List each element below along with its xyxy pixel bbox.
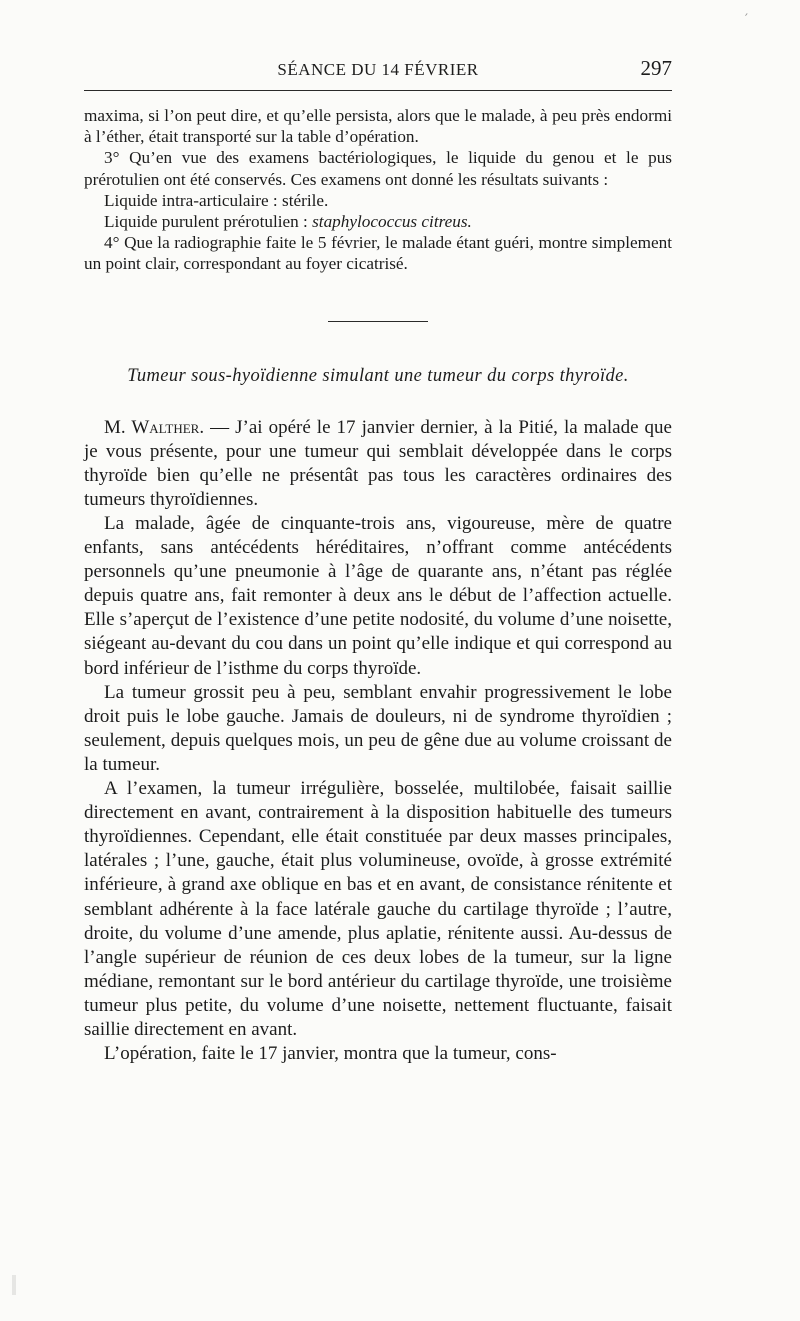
body-paragraph-3: La tumeur grossit peu à peu, semblant envahir progressivement le lobe droit puis le lobe gauche. Jamais de douleurs, ni de syndrome thyroïdien ; seulement, depuis quelques mois, un peu de gêne due au volume croissant de la tumeur.	[84, 681, 672, 775]
body-paragraph-5: L’opération, faite le 17 janvier, montra que la tumeur, cons-	[104, 1043, 557, 1065]
body-paragraph-4: A l’examen, la tumeur irrégulière, bosselée, multilobée, faisait saillie directement en avant, contrairement à la disposition habituelle des tumeurs thyroïdiennes. Cependant, elle était constituée par deux masses principales, latérales ; l’une, gauche, était plus volumineuse, ovoïde, à grosse extrémité inférieure, à grand axe oblique en bas et en avant, de consistance rénitente et semblant adhérente à la face latérale gauche du cartilage thyroïde ; l’autre, droite, du volume d’une amende, plus aplatie, rénitente aussi. Au-dessus de l’angle supérieur de réunion de ces deux lobes de la tumeur, sur la ligne médiane, remontant sur le bord antérieur du cartilage thyroïde, une troisième tumeur plus petite, du volume d’une noisette, nettement fluctuante, faisait saillie directement en avant.	[84, 778, 672, 1040]
page-number: 297	[640, 56, 672, 80]
section-body	[84, 416, 672, 1067]
continuation-paragraph-2: 3° Qu’en vue des examens bactériologiques, le liquide du genou et le pus prérotulien ont été conservés. Ces examens ont donné les résultats suivants :	[84, 148, 672, 189]
continuation-text	[84, 105, 672, 275]
culture-label: Liquide purulent prérotulien :	[104, 212, 313, 232]
continuation-paragraph-5: 4° Que la radiographie faite le 5 février, le malade étant guéri, montre simplement un point clair, correspondant au foyer cicatrisé.	[84, 233, 672, 274]
speaker-name: M. Walther.	[104, 416, 205, 438]
running-header	[84, 52, 672, 86]
culture-organism: staphylococcus citreus.	[312, 212, 472, 232]
body-paragraph-1	[84, 416, 672, 512]
scan-margin-speck	[12, 1275, 16, 1295]
continuation-paragraph-3: Liquide intra-articulaire : stérile.	[104, 190, 329, 210]
continuation-paragraph-4	[84, 211, 672, 232]
body-paragraph-2: La malade, âgée de cinquante-trois ans, vigoureuse, mère de quatre enfants, sans antécédents héréditaires, n’offrant comme antécédents personnels qu’une pneumonie à l’âge de quarante ans, n’étant pas réglée depuis quatre ans, fait remonter à deux ans le début de l’affection actuelle. Elle s’aperçut de l’existence d’une petite nodosité, du volume d’une noisette, siégeant au-devant du cou dans un point qu’elle indique et qui correspond au bord inférieur de l’isthme du corps thyroïde.	[84, 513, 672, 679]
running-title: SÉANCE DU 14 FÉVRIER	[277, 60, 479, 79]
scan-corner-mark: ′	[744, 12, 748, 28]
body-paragraph-1-text: — J’ai opéré le 17 janvier dernier, à la Pitié, la malade que je vous présente, pour une tumeur qui semblait développée dans le corps thyroïde bien qu’elle ne présentât pas tous les caractères ordinaires des tumeurs thyroïdiennes.	[84, 416, 672, 510]
header-rule	[84, 90, 672, 91]
section-title: Tumeur sous-hyoïdienne simulant une tumeur du corps thyroïde.	[127, 365, 629, 386]
continuation-paragraph-1: maxima, si l’on peut dire, et qu’elle persista, alors que le malade, à peu près endormi à l’éther, était transporté sur la table d’opération.	[84, 106, 672, 147]
section-separator	[328, 321, 428, 322]
document-page	[84, 52, 672, 1066]
